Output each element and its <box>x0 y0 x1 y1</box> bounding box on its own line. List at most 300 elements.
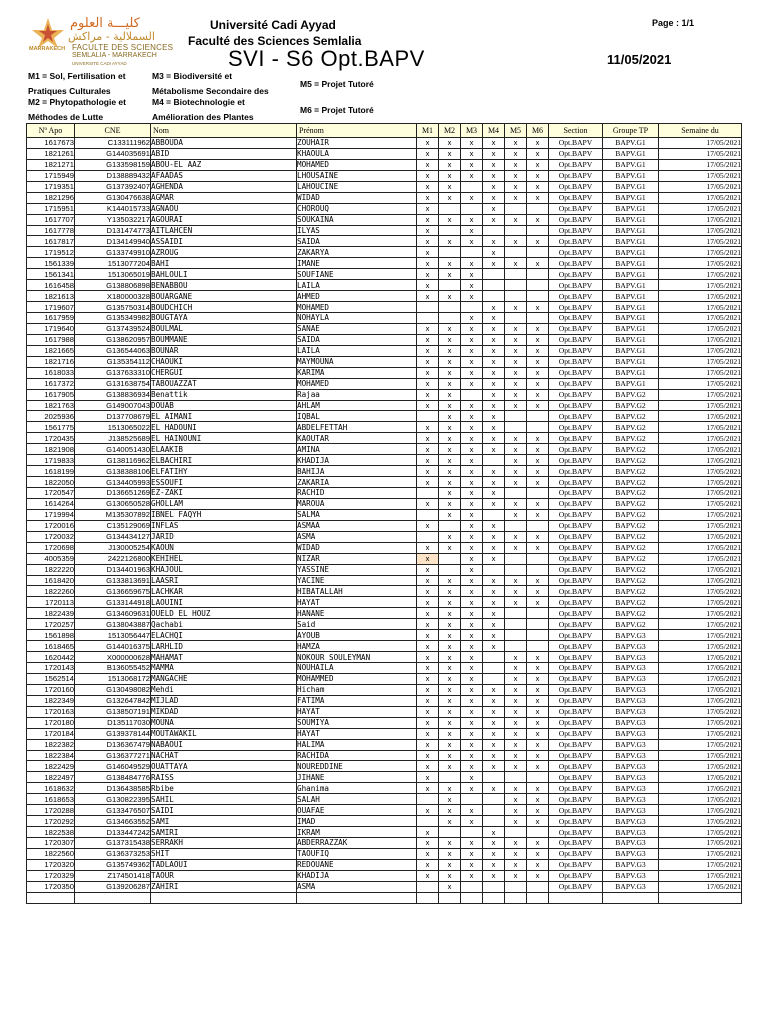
cell-section: Opt.BAPV <box>549 422 603 433</box>
cell-m4: x <box>483 192 505 203</box>
table-row <box>27 269 742 280</box>
cell-cne: Z174501418 <box>75 870 151 881</box>
cell-m5: x <box>505 838 527 849</box>
cell-groupe-tp: BAPV.G2 <box>603 608 659 619</box>
cell-cne: G136377271 <box>75 750 151 761</box>
cell-prenom: RACHIDA <box>297 750 417 761</box>
cell-m5: x <box>505 477 527 488</box>
cell-groupe-tp: BAPV.G1 <box>603 214 659 225</box>
cell-m1: x <box>417 553 439 564</box>
faculty-logo <box>28 16 178 68</box>
cell-semaine: 17/05/2021 <box>659 345 742 356</box>
cell-prenom: HAYAT <box>297 597 417 608</box>
cell-semaine: 17/05/2021 <box>659 411 742 422</box>
cell-apo: 1720113 <box>27 597 75 608</box>
cell-groupe-tp: BAPV.G2 <box>603 564 659 575</box>
cell-semaine: 17/05/2021 <box>659 641 742 652</box>
cell-apo: 1617817 <box>27 236 75 247</box>
cell-prenom: JIHANE <box>297 772 417 783</box>
cell-apo: 1720016 <box>27 520 75 531</box>
cell-groupe-tp: BAPV.G2 <box>603 553 659 564</box>
cell-section: Opt.BAPV <box>549 433 603 444</box>
cell-groupe-tp: BAPV.G3 <box>603 848 659 859</box>
legend-m4 <box>152 95 254 125</box>
cell-semaine: 17/05/2021 <box>659 138 742 149</box>
cell-m5 <box>505 619 527 630</box>
table-row <box>27 258 742 269</box>
cell-prenom: RACHID <box>297 488 417 499</box>
cell-apo: 1720320 <box>27 859 75 870</box>
cell-m2 <box>439 553 461 564</box>
table-row <box>27 302 742 313</box>
cell-m5 <box>505 641 527 652</box>
cell-groupe-tp: BAPV.G3 <box>603 706 659 717</box>
cell-m2: x <box>439 444 461 455</box>
cell-m6 <box>527 564 549 575</box>
table-row <box>27 848 742 859</box>
table-row <box>27 236 742 247</box>
cell-semaine: 17/05/2021 <box>659 870 742 881</box>
cell-m6: x <box>527 466 549 477</box>
cell-m2 <box>439 827 461 838</box>
cell-section: Opt.BAPV <box>549 706 603 717</box>
table-row <box>27 159 742 170</box>
cell-m6: x <box>527 302 549 313</box>
cell-m6 <box>527 291 549 302</box>
cell-semaine: 17/05/2021 <box>659 859 742 870</box>
cell-section: Opt.BAPV <box>549 488 603 499</box>
cell-m3: x <box>461 258 483 269</box>
cell-groupe-tp: BAPV.G3 <box>603 739 659 750</box>
table-row <box>27 313 742 324</box>
table-row <box>27 498 742 509</box>
table-row <box>27 695 742 706</box>
cell-prenom: SALMA <box>297 509 417 520</box>
cell-m3: x <box>461 673 483 684</box>
document-title: SVI - S6 Opt.BAPV <box>228 46 425 71</box>
cell-groupe-tp: BAPV.G3 <box>603 728 659 739</box>
cell-m6: x <box>527 542 549 553</box>
table-row <box>27 520 742 531</box>
cell-semaine: 17/05/2021 <box>659 170 742 181</box>
cell-apo: 1719512 <box>27 247 75 258</box>
cell-m6: x <box>527 367 549 378</box>
cell-prenom: YASSINE <box>297 564 417 575</box>
legend-m4-line1: M4 = Biotechnologie et <box>152 97 245 107</box>
cell-m1: x <box>417 236 439 247</box>
cell-m1: x <box>417 247 439 258</box>
cell-m5: x <box>505 652 527 663</box>
col-header-prenom: Prénom <box>297 124 417 138</box>
cell-m2: x <box>439 859 461 870</box>
cell-apo: 1617707 <box>27 214 75 225</box>
cell-m3: x <box>461 488 483 499</box>
cell-m5: x <box>505 148 527 159</box>
cell-m3: x <box>461 586 483 597</box>
cell-m6 <box>527 630 549 641</box>
cell-m6: x <box>527 148 549 159</box>
legend-m2 <box>28 95 126 125</box>
cell-m1: x <box>417 422 439 433</box>
cell-groupe-tp: BAPV.G2 <box>603 389 659 400</box>
cell-apo: 1561898 <box>27 630 75 641</box>
cell-m1: x <box>417 378 439 389</box>
cell-section: Opt.BAPV <box>549 695 603 706</box>
cell-semaine: 17/05/2021 <box>659 203 742 214</box>
cell-m2 <box>439 225 461 236</box>
cell-cne: D136367479 <box>75 739 151 750</box>
cell-semaine: 17/05/2021 <box>659 280 742 291</box>
cell-nom: MANGACHE <box>151 673 297 684</box>
col-header-semaine: Semaine du <box>659 124 742 138</box>
cell-m2: x <box>439 881 461 892</box>
cell-groupe-tp: BAPV.G3 <box>603 881 659 892</box>
cell-m2 <box>439 247 461 258</box>
table-row <box>27 203 742 214</box>
cell-m2: x <box>439 608 461 619</box>
cell-m6: x <box>527 717 549 728</box>
cell-m1: x <box>417 291 439 302</box>
cell-m3: x <box>461 378 483 389</box>
cell-apo: 1720350 <box>27 881 75 892</box>
page-number: Page : 1/1 <box>652 18 695 28</box>
cell-section: Opt.BAPV <box>549 148 603 159</box>
cell-m1: x <box>417 181 439 192</box>
cell-semaine: 17/05/2021 <box>659 400 742 411</box>
cell-m1: x <box>417 477 439 488</box>
cell-semaine: 17/05/2021 <box>659 378 742 389</box>
cell-groupe-tp: BAPV.G3 <box>603 717 659 728</box>
cell-prenom: ZAKARYA <box>297 247 417 258</box>
cell-m3: x <box>461 728 483 739</box>
cell-m3: x <box>461 334 483 345</box>
cell-m6 <box>527 280 549 291</box>
cell-prenom: ZOUHAIR <box>297 138 417 149</box>
cell-nom: LAOUINI <box>151 597 297 608</box>
cell-m1: x <box>417 258 439 269</box>
cell-prenom: NOKOUR SOULEYMAN <box>297 652 417 663</box>
cell-m4: x <box>483 750 505 761</box>
cell-prenom: Rajaa <box>297 389 417 400</box>
cell-apo: 1617959 <box>27 313 75 324</box>
cell-m1: x <box>417 148 439 159</box>
cell-apo: 1720160 <box>27 684 75 695</box>
cell-semaine: 17/05/2021 <box>659 323 742 334</box>
cell-m5: x <box>505 444 527 455</box>
cell-m4: x <box>483 356 505 367</box>
table-row <box>27 422 742 433</box>
cell-m3 <box>461 302 483 313</box>
cell-m3: x <box>461 848 483 859</box>
cell-m1: x <box>417 695 439 706</box>
cell-m5: x <box>505 870 527 881</box>
cell-cne: X180000328 <box>75 291 151 302</box>
cell-m3: x <box>461 652 483 663</box>
cell-groupe-tp: BAPV.G3 <box>603 630 659 641</box>
cell-m1 <box>417 313 439 324</box>
table-row <box>27 181 742 192</box>
cell-groupe-tp: BAPV.G3 <box>603 816 659 827</box>
legend-m4-line2: Amélioration des Plantes <box>152 112 254 122</box>
cell-cne: G130822395 <box>75 794 151 805</box>
cell-section: Opt.BAPV <box>549 258 603 269</box>
cell-m1: x <box>417 663 439 674</box>
cell-m3: x <box>461 684 483 695</box>
cell-cne: G137633310 <box>75 367 151 378</box>
cell-semaine: 17/05/2021 <box>659 520 742 531</box>
cell-cne: G133144918 <box>75 597 151 608</box>
cell-section: Opt.BAPV <box>549 378 603 389</box>
cell-m4 <box>483 291 505 302</box>
cell-m1: x <box>417 838 439 849</box>
cell-m6: x <box>527 181 549 192</box>
cell-m3: x <box>461 608 483 619</box>
cell-m2: x <box>439 422 461 433</box>
cell-m3: x <box>461 531 483 542</box>
cell-m4: x <box>483 488 505 499</box>
cell-groupe-tp: BAPV.G2 <box>603 531 659 542</box>
cell-semaine: 17/05/2021 <box>659 422 742 433</box>
cell-prenom: CHOROUQ <box>297 203 417 214</box>
cell-prenom: ZAKARIA <box>297 477 417 488</box>
cell-groupe-tp: BAPV.G1 <box>603 258 659 269</box>
cell-m1: x <box>417 848 439 859</box>
cell-m4: x <box>483 323 505 334</box>
cell-apo: 1720163 <box>27 706 75 717</box>
cell-m2 <box>439 520 461 531</box>
cell-m6: x <box>527 575 549 586</box>
cell-m6: x <box>527 848 549 859</box>
cell-cne: G138806898 <box>75 280 151 291</box>
cell-prenom: IMANE <box>297 258 417 269</box>
cell-nom: AZROUG <box>151 247 297 258</box>
cell-prenom: TAOUFIQ <box>297 848 417 859</box>
cell-prenom: FATIMA <box>297 695 417 706</box>
cell-m6 <box>527 553 549 564</box>
cell-semaine: 17/05/2021 <box>659 608 742 619</box>
cell-nom: MAHAMAT <box>151 652 297 663</box>
table-row <box>27 367 742 378</box>
cell-m3: x <box>461 761 483 772</box>
cell-nom: Qachabi <box>151 619 297 630</box>
cell-m5: x <box>505 400 527 411</box>
cell-m3: x <box>461 564 483 575</box>
cell-m5 <box>505 553 527 564</box>
cell-groupe-tp: BAPV.G2 <box>603 466 659 477</box>
cell-m3: x <box>461 706 483 717</box>
cell-nom: ZAHIRI <box>151 881 297 892</box>
cell-nom: AGNAOU <box>151 203 297 214</box>
cell-m4: x <box>483 848 505 859</box>
cell-semaine: 17/05/2021 <box>659 192 742 203</box>
logo-arabic-line2: السملالية - مراكش <box>68 30 155 43</box>
cell-cne: G139378144 <box>75 728 151 739</box>
cell-m1: x <box>417 597 439 608</box>
cell-nom: ELFATIHY <box>151 466 297 477</box>
cell-m3: x <box>461 870 483 881</box>
table-row <box>27 794 742 805</box>
cell-m5 <box>505 827 527 838</box>
cell-cne: C133111962 <box>75 138 151 149</box>
cell-apo: 1618632 <box>27 783 75 794</box>
cell-nom: DOUAB <box>151 400 297 411</box>
cell-m4 <box>483 772 505 783</box>
cell-cne: G136544063 <box>75 345 151 356</box>
cell-apo: 1822260 <box>27 586 75 597</box>
cell-m4 <box>483 455 505 466</box>
cell-semaine: 17/05/2021 <box>659 291 742 302</box>
cell-prenom: SOUFIANE <box>297 269 417 280</box>
cell-groupe-tp: BAPV.G1 <box>603 378 659 389</box>
table-row <box>27 411 742 422</box>
cell-m3: x <box>461 313 483 324</box>
empty-cell <box>483 892 505 903</box>
cell-apo: 1720143 <box>27 663 75 674</box>
cell-m4: x <box>483 477 505 488</box>
cell-m3: x <box>461 695 483 706</box>
cell-m2: x <box>439 236 461 247</box>
cell-m3: x <box>461 630 483 641</box>
cell-m1 <box>417 509 439 520</box>
cell-section: Opt.BAPV <box>549 455 603 466</box>
cell-m5: x <box>505 159 527 170</box>
cell-section: Opt.BAPV <box>549 159 603 170</box>
cell-m4: x <box>483 159 505 170</box>
cell-m5: x <box>505 509 527 520</box>
cell-m1: x <box>417 859 439 870</box>
cell-semaine: 17/05/2021 <box>659 455 742 466</box>
cell-section: Opt.BAPV <box>549 466 603 477</box>
cell-m4: x <box>483 247 505 258</box>
cell-m2: x <box>439 805 461 816</box>
cell-nom: MIKDAD <box>151 706 297 717</box>
cell-m3: x <box>461 575 483 586</box>
cell-nom: EL HAINOUNI <box>151 433 297 444</box>
cell-m1: x <box>417 870 439 881</box>
cell-apo: 1821613 <box>27 291 75 302</box>
cell-m5 <box>505 280 527 291</box>
cell-apo: 1821716 <box>27 356 75 367</box>
cell-m4 <box>483 280 505 291</box>
table-body <box>27 138 742 904</box>
cell-groupe-tp: BAPV.G3 <box>603 783 659 794</box>
cell-nom: EL AIMANI <box>151 411 297 422</box>
cell-section: Opt.BAPV <box>549 302 603 313</box>
cell-m3: x <box>461 466 483 477</box>
cell-m5: x <box>505 170 527 181</box>
cell-nom: BENABBOU <box>151 280 297 291</box>
cell-m6 <box>527 827 549 838</box>
cell-semaine: 17/05/2021 <box>659 706 742 717</box>
cell-semaine: 17/05/2021 <box>659 663 742 674</box>
cell-prenom: ASMA <box>297 881 417 892</box>
cell-prenom: MAROUA <box>297 498 417 509</box>
cell-groupe-tp: BAPV.G2 <box>603 509 659 520</box>
table-row <box>27 247 742 258</box>
cell-m4 <box>483 652 505 663</box>
col-header-cne: CNE <box>75 124 151 138</box>
cell-m1: x <box>417 717 439 728</box>
cell-nom: SERRAKH <box>151 838 297 849</box>
cell-m5 <box>505 630 527 641</box>
cell-groupe-tp: BAPV.G2 <box>603 586 659 597</box>
cell-semaine: 17/05/2021 <box>659 302 742 313</box>
table-row <box>27 466 742 477</box>
cell-m1: x <box>417 750 439 761</box>
cell-apo: 1617905 <box>27 389 75 400</box>
cell-semaine: 17/05/2021 <box>659 498 742 509</box>
cell-m3: x <box>461 597 483 608</box>
cell-m1 <box>417 881 439 892</box>
cell-section: Opt.BAPV <box>549 870 603 881</box>
cell-m5: x <box>505 498 527 509</box>
cell-apo: 1720329 <box>27 870 75 881</box>
cell-prenom: KHADIJA <box>297 455 417 466</box>
cell-section: Opt.BAPV <box>549 389 603 400</box>
cell-m4: x <box>483 334 505 345</box>
cell-m3 <box>461 181 483 192</box>
table-row <box>27 488 742 499</box>
cell-groupe-tp: BAPV.G3 <box>603 838 659 849</box>
table-row <box>27 783 742 794</box>
table-row <box>27 138 742 149</box>
cell-apo: 1822538 <box>27 827 75 838</box>
cell-cne: G146049529 <box>75 761 151 772</box>
cell-nom: SAMIRI <box>151 827 297 838</box>
cell-groupe-tp: BAPV.G1 <box>603 334 659 345</box>
cell-m5: x <box>505 859 527 870</box>
cell-section: Opt.BAPV <box>549 838 603 849</box>
cell-groupe-tp: BAPV.G2 <box>603 488 659 499</box>
cell-m1: x <box>417 619 439 630</box>
cell-m3: x <box>461 148 483 159</box>
cell-cne: 1513068172 <box>75 673 151 684</box>
cell-m3: x <box>461 323 483 334</box>
cell-m1: x <box>417 783 439 794</box>
cell-m4: x <box>483 695 505 706</box>
cell-m6: x <box>527 477 549 488</box>
cell-apo: 1616458 <box>27 280 75 291</box>
cell-cne: G136373253 <box>75 848 151 859</box>
cell-nom: LACHKAR <box>151 586 297 597</box>
cell-nom: ABOU-EL AAZ <box>151 159 297 170</box>
table-row <box>27 378 742 389</box>
cell-prenom: NOHAYLA <box>297 313 417 324</box>
cell-m3: x <box>461 345 483 356</box>
cell-m6: x <box>527 433 549 444</box>
cell-section: Opt.BAPV <box>549 586 603 597</box>
table-row <box>27 717 742 728</box>
cell-m4: x <box>483 586 505 597</box>
cell-semaine: 17/05/2021 <box>659 630 742 641</box>
cell-m3: x <box>461 739 483 750</box>
cell-m4: x <box>483 608 505 619</box>
table-row <box>27 805 742 816</box>
cell-nom: OUELD EL HOUZ <box>151 608 297 619</box>
cell-m5: x <box>505 302 527 313</box>
cell-cne: 1513056447 <box>75 630 151 641</box>
cell-cne: D135117030 <box>75 717 151 728</box>
cell-m1: x <box>417 455 439 466</box>
cell-m6 <box>527 772 549 783</box>
cell-m4: x <box>483 739 505 750</box>
table-row <box>27 170 742 181</box>
cell-m5 <box>505 313 527 324</box>
cell-m5: x <box>505 345 527 356</box>
cell-cne: G134609631 <box>75 608 151 619</box>
cell-section: Opt.BAPV <box>549 280 603 291</box>
cell-m4 <box>483 794 505 805</box>
